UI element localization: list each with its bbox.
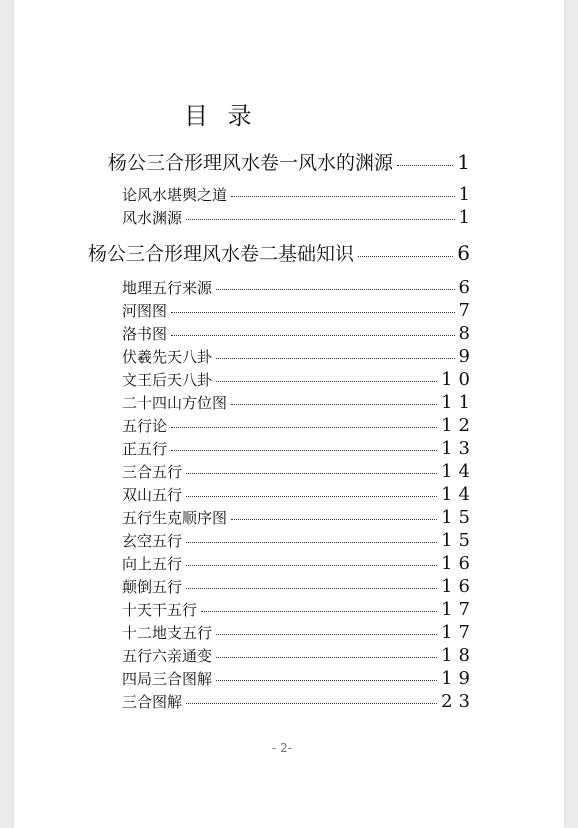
- toc-entry[interactable]: [122, 277, 476, 298]
- toc-entry[interactable]: [122, 668, 476, 689]
- toc-page-number: 8: [458, 323, 476, 344]
- toc-title: 目 录: [184, 102, 258, 130]
- toc-entry-label: 五行生克顺序图: [122, 509, 228, 527]
- toc-entry-label: 论风水堪舆之道: [122, 186, 228, 204]
- toc-page-number: 10: [441, 369, 476, 390]
- dot-leader: [186, 219, 455, 220]
- toc-entry-label: 五行六亲通变: [122, 647, 213, 665]
- toc-entry[interactable]: [122, 530, 476, 551]
- toc-entry-label: 十二地支五行: [122, 624, 213, 642]
- toc-entry[interactable]: [122, 369, 476, 390]
- toc-entry[interactable]: [122, 184, 476, 205]
- toc-entry[interactable]: [122, 415, 476, 436]
- dot-leader: [186, 703, 437, 704]
- toc-entry[interactable]: [122, 576, 476, 597]
- page-number-footer: - 2-: [272, 741, 293, 755]
- dot-leader: [201, 611, 437, 612]
- toc-entry[interactable]: [122, 346, 476, 367]
- toc-entry-label: 三合五行: [122, 463, 183, 481]
- toc-entry-label: 十天干五行: [122, 601, 198, 619]
- dot-leader: [397, 165, 453, 166]
- toc-volume-label: 杨公三合形理风水卷二基础知识: [88, 243, 355, 265]
- toc-entry-label: 双山五行: [122, 486, 183, 504]
- dot-leader: [231, 404, 437, 405]
- dot-leader: [358, 256, 453, 257]
- toc-page-number: 17: [441, 622, 476, 643]
- toc-entry-label: 四局三合图解: [122, 670, 213, 688]
- dot-leader: [186, 588, 437, 589]
- dot-leader: [216, 289, 455, 290]
- toc-entry[interactable]: [122, 323, 476, 344]
- dot-leader: [231, 196, 455, 197]
- toc-page-number: 13: [441, 438, 476, 459]
- toc-entry-label: 地理五行来源: [122, 279, 213, 297]
- toc-page-number: 6: [457, 241, 476, 265]
- dot-leader: [216, 657, 437, 658]
- toc-entry-label: 风水渊源: [122, 209, 183, 227]
- toc-entry-label: 洛书图: [122, 325, 168, 343]
- dot-leader: [171, 335, 455, 336]
- toc-entry[interactable]: [122, 484, 476, 505]
- toc-page-number: 1: [458, 184, 476, 205]
- toc-entry[interactable]: [122, 438, 476, 459]
- toc-page-number: 1: [458, 207, 476, 228]
- toc-entry-label: 三合图解: [122, 693, 183, 711]
- toc-page-number: 14: [441, 461, 476, 482]
- toc-volume-2[interactable]: [88, 239, 476, 266]
- toc-page-number: 15: [441, 530, 476, 551]
- toc-page-number: 18: [441, 645, 476, 666]
- toc-entry[interactable]: [122, 691, 476, 712]
- toc-entry[interactable]: [122, 645, 476, 666]
- dot-leader: [171, 312, 455, 313]
- toc-entry[interactable]: [122, 599, 476, 620]
- toc-entry-label: 河图图: [122, 302, 168, 320]
- dot-leader: [216, 634, 437, 635]
- dot-leader: [171, 450, 437, 451]
- toc-entry-label: 颠倒五行: [122, 578, 183, 596]
- toc-page-number: 1: [457, 150, 476, 174]
- dot-leader: [186, 565, 437, 566]
- toc-page-number: 17: [441, 599, 476, 620]
- dot-leader: [231, 519, 437, 520]
- toc-page-number: 14: [441, 484, 476, 505]
- toc-entry-label: 正五行: [122, 440, 168, 458]
- toc-entry-label: 向上五行: [122, 555, 183, 573]
- toc-page-number: 16: [441, 576, 476, 597]
- toc-page-number: 16: [441, 553, 476, 574]
- toc-page-number: 9: [458, 346, 476, 367]
- toc-page-number: 12: [441, 415, 476, 436]
- toc-entry-label: 五行论: [122, 417, 168, 435]
- toc-page-number: 19: [441, 668, 476, 689]
- toc-page-number: 7: [458, 300, 476, 321]
- dot-leader: [216, 358, 455, 359]
- toc-page-number: 11: [441, 392, 476, 413]
- toc-page-number: 6: [458, 277, 476, 298]
- toc-entry-label: 二十四山方位图: [122, 394, 228, 412]
- document-page: [14, 0, 564, 828]
- toc-entry-label: 玄空五行: [122, 532, 183, 550]
- toc-page-number: 23: [441, 691, 476, 712]
- toc-entry[interactable]: [122, 461, 476, 482]
- dot-leader: [186, 473, 437, 474]
- toc-entry[interactable]: [122, 507, 476, 528]
- toc-volume-1[interactable]: [108, 148, 476, 175]
- dot-leader: [186, 542, 437, 543]
- dot-leader: [216, 680, 437, 681]
- toc-entry[interactable]: [122, 553, 476, 574]
- dot-leader: [216, 381, 437, 382]
- toc-volume-label: 杨公三合形理风水卷一风水的渊源: [108, 152, 394, 174]
- dot-leader: [186, 496, 437, 497]
- dot-leader: [171, 427, 437, 428]
- toc-entry[interactable]: [122, 392, 476, 413]
- toc-entry[interactable]: [122, 207, 476, 228]
- toc-entry[interactable]: [122, 622, 476, 643]
- toc-entry[interactable]: [122, 300, 476, 321]
- toc-entry-label: 伏羲先天八卦: [122, 348, 213, 366]
- toc-page-number: 15: [441, 507, 476, 528]
- toc-entry-label: 文王后天八卦: [122, 371, 213, 389]
